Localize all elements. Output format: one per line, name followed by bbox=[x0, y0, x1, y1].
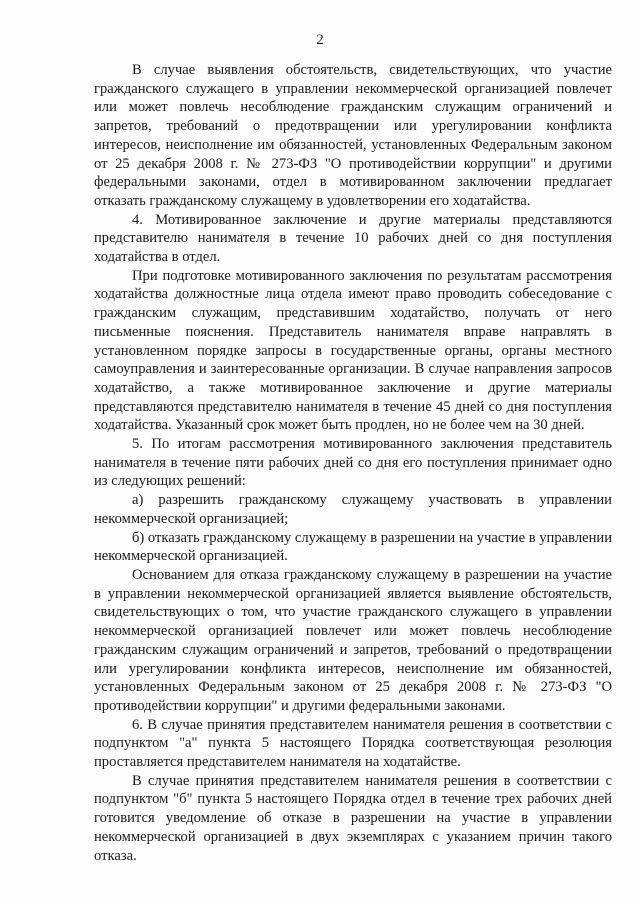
paragraph-refusal-notice: В случае принятия представителем нанимателя решения в соответствии с подпунктом "б" пункта 5 настоящего Порядка отдел в течение трех рабочих дней готовится уведомление об отказе в разрешении на участие в управлении некоммерческой организацией в двух экземплярах с указанием причин такого отказа. bbox=[94, 772, 612, 864]
paragraph-option-b: б) отказать гражданскому служащему в разрешении на участие в управлении некоммерческой организацией. bbox=[94, 529, 613, 565]
paragraph-item-6: 6. В случае принятия представителем нанимателя решения в соответствии с подпунктом "а" пункта 5 настоящего Порядка соответствующая резолюция проставляется представителем нанимателя на ходатайстве. bbox=[94, 716, 612, 771]
paragraph-preparation: При подготовке мотивированного заключения по результатам рассмотрения ходатайства должностные лица отдела имеют право проводить собеседование с гражданским служащим, представившим ходатайство, получать от него письменные пояснения. Представитель нанимателя вправе направлять в установленном порядке запросы в государственные органы, органы местного самоуправления и заинтересованные организации. В случае направления запросов ходатайство, а также мотивированное заключение и другие материалы представляются представителю нанимателя в течение 45 дней со дня поступления ходатайства. Указанный срок может быть продлен, но не более чем на 30 дней. bbox=[94, 267, 612, 434]
paragraph-refusal-grounds-proposal: В случае выявления обстоятельств, свидетельствующих, что участие гражданского служащего в управлении некоммерческой организацией повлечет или может повлечь несоблюдение гражданским служащим ограничений и запретов, требований о предотвращении или урегулировании конфликта интересов, неисполнение им обязанностей, установленных Федеральным законом от 25 декабря 2008 г. № 273-ФЗ "О противодействии коррупции" и другими федеральными законами, отдел в мотивированном заключении предлагает отказать гражданскому служащему в удовлетворении его ходатайства. bbox=[94, 62, 612, 209]
paragraph-item-4: 4. Мотивированное заключение и другие материалы представляются представителю нанимателя в течение 10 рабочих дней со дня поступления ходатайства в отдел. bbox=[94, 211, 612, 266]
paragraph-item-5: 5. По итогам рассмотрения мотивированного заключения представитель нанимателя в течение пяти рабочих дней со дня его поступления принимает одно из следующих решений: bbox=[94, 436, 612, 490]
page-number: 2 bbox=[316, 32, 324, 48]
paragraph-option-a: а) разрешить гражданскому служащему участвовать в управлении некоммерческой организацией; bbox=[94, 492, 612, 527]
document-body bbox=[94, 61, 612, 865]
paragraph-refusal-basis: Основанием для отказа гражданскому служащему в разрешении на участие в управлении некоммерческой организацией является выявление обстоятельств, свидетельствующих о том, что участие гражданского служащего в управлении некоммерческой организацией повлечет или может повлечь несоблюдение гражданским служащим ограничений и запретов, требований о предотвращении или урегулировании конфликта интересов, неисполнение им обязанностей, установленных Федеральным законом от 25 декабря 2008 г. № 273-ФЗ "О противодействии коррупции" и другими федеральными законами. bbox=[94, 566, 612, 714]
